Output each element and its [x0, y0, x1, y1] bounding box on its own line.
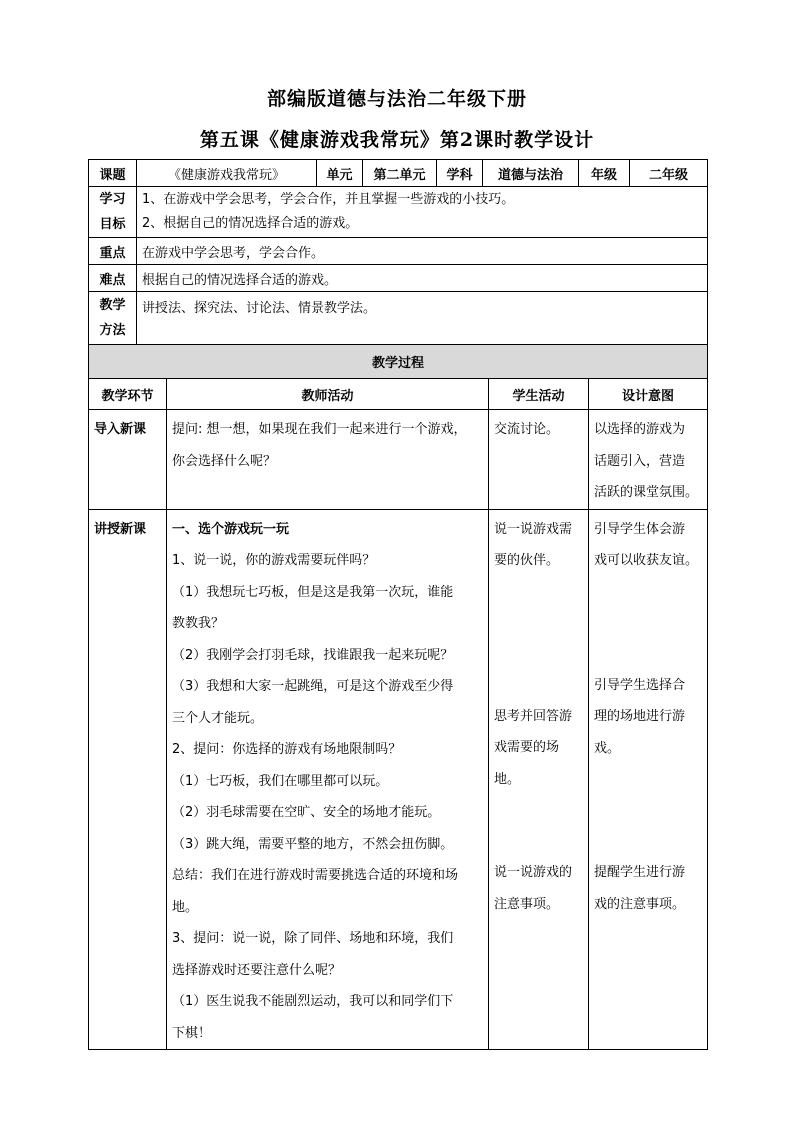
intent-lecture-line: 戏的注意事项。	[594, 896, 686, 912]
header-teacher: 教师活动	[167, 379, 489, 410]
label-goals-line2: 目标	[99, 217, 126, 232]
label-method	[89, 292, 137, 345]
info-row-key	[89, 238, 708, 265]
teacher-lecture-line: （1）我想玩七巧板，但是这是我第一次玩，谁能	[172, 584, 454, 600]
teacher-lecture-line: （2）羽毛球需要在空旷、安全的场地才能玩。	[172, 805, 441, 820]
process-row-intro	[89, 410, 708, 510]
label-difficulty: 难点	[89, 265, 137, 292]
teacher-lecture	[167, 509, 489, 1050]
student-lecture	[489, 509, 589, 1050]
goal-line-2: 2、根据自己的情况选择合适的游戏。	[142, 216, 359, 231]
intent-lecture-line: 理的场地进行游	[594, 709, 686, 724]
lesson-info-table	[88, 159, 708, 345]
value-method: 讲授法、探究法、讨论法、情景教学法。	[137, 292, 708, 345]
student-intro-line: 交流讨论。	[494, 422, 560, 437]
process-band-row	[89, 345, 708, 379]
header-stage: 教学环节	[89, 379, 167, 410]
value-unit: 第二单元	[363, 160, 437, 187]
teacher-lecture-line: 3、提问：说一说，除了同伴、场地和环境，我们	[172, 931, 454, 946]
process-header-row	[89, 379, 708, 410]
teacher-lecture-line: 地。	[172, 899, 199, 915]
student-lecture-line: 思考并回答游	[494, 708, 573, 724]
value-key-point: 在游戏中学会思考，学会合作。	[137, 238, 708, 265]
label-method-line1: 教学	[99, 298, 126, 313]
intent-intro-line: 活跃的课堂氛围。	[594, 485, 699, 500]
student-lecture-line	[494, 795, 583, 826]
intent-intro	[589, 410, 708, 510]
teacher-lecture-line: 2、提问：你选择的游戏有场地限制吗？	[172, 742, 402, 757]
student-lecture-line	[494, 577, 583, 608]
intent-lecture-line	[594, 826, 702, 857]
student-lecture-line	[494, 608, 583, 639]
header-intent: 设计意图	[589, 379, 708, 410]
intent-lecture-line: 引导学生选择合	[594, 677, 686, 693]
header-student: 学生活动	[489, 379, 589, 410]
teacher-intro-line: 你会选择什么呢？	[172, 453, 277, 469]
student-lecture-line: 要的伙伴。	[494, 553, 560, 568]
intent-lecture-line: 引导学生体会游	[594, 521, 686, 537]
label-subject: 学科	[437, 160, 483, 187]
label-grade: 年级	[579, 160, 630, 187]
value-difficulty: 根据自己的情况选择合适的游戏。	[137, 265, 708, 292]
info-row-lesson	[89, 160, 708, 187]
teaching-process-table	[88, 344, 708, 1050]
info-row-goals	[89, 187, 708, 238]
value-lesson: 《健康游戏我常玩》	[137, 160, 317, 187]
teacher-lecture-line: 教教我？	[172, 616, 225, 631]
info-row-difficulty	[89, 265, 708, 292]
process-row-lecture	[89, 509, 708, 1050]
teacher-lecture-line: 三个人才能玩。	[172, 710, 264, 726]
value-subject: 道德与法治	[483, 160, 579, 187]
intent-lecture-line	[594, 608, 702, 639]
teacher-lecture-line: （1）医生说我不能剧烈运动，我可以和同学们下	[172, 994, 454, 1009]
teacher-lecture-line: （3）我想和大家一起跳绳，可是这个游戏至少得	[172, 679, 454, 694]
student-lecture-line	[494, 670, 583, 701]
intent-intro-line: 以选择的游戏为	[594, 422, 686, 437]
intent-lecture-line	[594, 577, 702, 608]
student-lecture-line	[494, 639, 583, 670]
document-title: 部编版道德与法治二年级下册	[266, 88, 527, 110]
label-key-point: 重点	[89, 238, 137, 265]
intent-intro-line: 话题引入，营造	[594, 453, 686, 469]
goal-line-1: 1、在游戏中学会思考，学会合作，并且掌握一些游戏的小技巧。	[142, 192, 515, 207]
label-goals	[89, 187, 137, 238]
teacher-lecture-line: （1）七巧板，我们在哪里都可以玩。	[172, 773, 389, 789]
intent-lecture-line: 提醒学生进行游	[594, 865, 686, 880]
intent-lecture-line	[594, 764, 702, 795]
stage-lecture: 讲授新课	[89, 509, 167, 1050]
stage-intro: 导入新课	[89, 410, 167, 510]
teacher-lecture-line: （3）跳大绳，需要平整的地方，不然会扭伤脚。	[172, 836, 454, 852]
teacher-intro-line: 提问: 想一想，如果现在我们一起来进行一个游戏，	[172, 422, 467, 437]
teacher-lecture-line: 总结：我们在进行游戏时需要挑选合适的环境和场	[172, 868, 459, 883]
student-intro	[489, 410, 589, 510]
process-band-title: 教学过程	[89, 345, 708, 379]
intent-lecture-line	[594, 795, 702, 826]
student-lecture-line: 说一说游戏的	[494, 865, 573, 880]
intent-lecture-line: 戏。	[594, 740, 621, 756]
label-goals-line1: 学习	[99, 192, 126, 207]
student-lecture-line: 说一说游戏需	[494, 521, 573, 537]
value-grade: 二年级	[630, 160, 708, 187]
teacher-section-title: 一、选个游戏玩一玩	[172, 521, 290, 537]
document-subtitle: 第五课《健康游戏我常玩》第2课时教学设计	[199, 129, 595, 151]
teacher-lecture-line: 1、说一说，你的游戏需要玩伴吗？	[172, 553, 376, 568]
teacher-intro	[167, 410, 489, 510]
student-lecture-line	[494, 826, 583, 857]
intent-lecture	[589, 509, 708, 1050]
student-lecture-line: 注意事项。	[494, 896, 560, 912]
value-goals	[137, 187, 708, 238]
label-unit: 单元	[317, 160, 363, 187]
intent-lecture-line	[594, 639, 702, 670]
label-method-line2: 方法	[99, 323, 126, 338]
teacher-lecture-line: （2）我刚学会打羽毛球，找谁跟我一起来玩呢？	[172, 647, 454, 663]
label-lesson: 课题	[89, 160, 137, 187]
teacher-lecture-line: 选择游戏时还要注意什么呢？	[172, 962, 342, 978]
intent-lecture-line: 戏可以收获友谊。	[594, 553, 699, 568]
teacher-lecture-line: 下棋！	[172, 1025, 212, 1041]
student-lecture-line: 戏需要的场地。	[494, 740, 560, 787]
info-row-method	[89, 292, 708, 345]
